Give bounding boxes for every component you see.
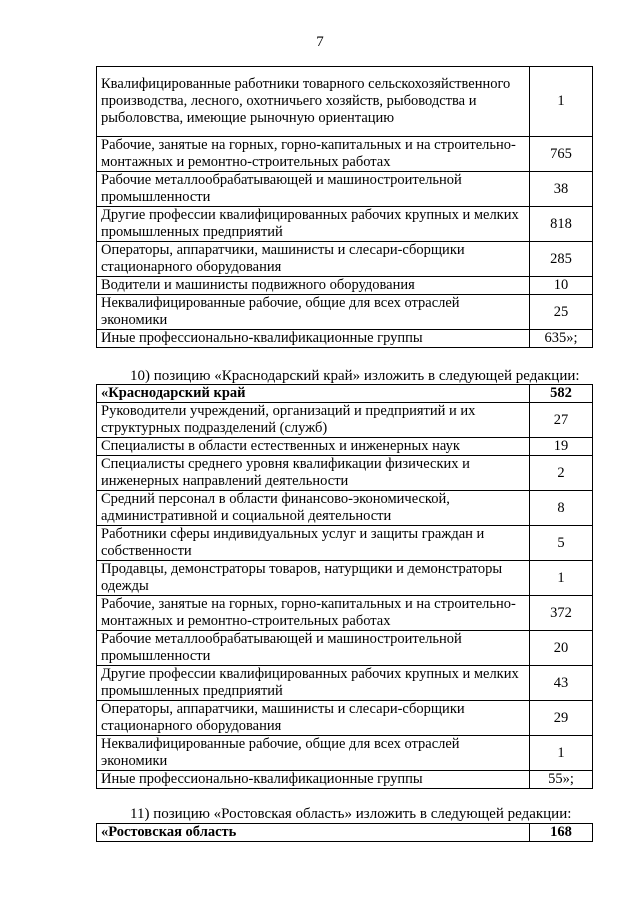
- row-value: 5: [530, 526, 593, 561]
- row-value: 8: [530, 491, 593, 526]
- table-row: [97, 330, 593, 348]
- row-label: Руководители учреждений, организаций и предприятий и их структурных подразделений (служб): [97, 403, 530, 438]
- table-row: [97, 526, 593, 561]
- table-rostov: [96, 823, 593, 842]
- row-label: Водители и машинисты подвижного оборудования: [97, 277, 530, 295]
- table-row: [97, 631, 593, 666]
- table-row: [97, 456, 593, 491]
- row-value: 1: [530, 561, 593, 596]
- row-value: 372: [530, 596, 593, 631]
- region-name: «Ростовская область: [97, 824, 530, 842]
- table-row: [97, 207, 593, 242]
- row-label: Иные профессионально-квалификационные группы: [97, 330, 530, 348]
- row-label: Другие профессии квалифицированных рабочих крупных и мелких промышленных предприятий: [97, 666, 530, 701]
- row-value: 38: [530, 172, 593, 207]
- row-label: Работники сферы индивидуальных услуг и защиты граждан и собственности: [97, 526, 530, 561]
- table-row: [97, 491, 593, 526]
- table-row: [97, 438, 593, 456]
- table-row: [97, 242, 593, 277]
- row-value: 635»;: [530, 330, 593, 348]
- row-label: Другие профессии квалифицированных рабочих крупных и мелких промышленных предприятий: [97, 207, 530, 242]
- table-krasnodar: [96, 384, 593, 789]
- paragraph-11: 11) позицию «Ростовская область» изложить в следующей редакции:: [130, 806, 572, 822]
- row-label: Операторы, аппаратчики, машинисты и слесари-сборщики стационарного оборудования: [97, 242, 530, 277]
- row-label: Иные профессионально-квалификационные группы: [97, 771, 530, 789]
- table-row: [97, 666, 593, 701]
- table-row: [97, 67, 593, 137]
- row-label: Средний персонал в области финансово-экономической, административной и социальной деятельности: [97, 491, 530, 526]
- row-label: Квалифицированные работники товарного сельскохозяйственного производства, лесного, охотничьего хозяйств, рыбоводства и рыболовства, имеющие рыночную ориентацию: [97, 67, 530, 137]
- table-row: [97, 771, 593, 789]
- region-total: 168: [530, 824, 593, 842]
- row-value: 1: [530, 736, 593, 771]
- row-value: 25: [530, 295, 593, 330]
- table-row: [97, 277, 593, 295]
- row-label: Неквалифицированные рабочие, общие для всех отраслей экономики: [97, 295, 530, 330]
- table-header-row: [97, 385, 593, 403]
- paragraph-10: 10) позицию «Краснодарский край» изложить в следующей редакции:: [130, 368, 580, 384]
- region-name: «Краснодарский край: [97, 385, 530, 403]
- row-label: Операторы, аппаратчики, машинисты и слесари-сборщики стационарного оборудования: [97, 701, 530, 736]
- page-number: 7: [316, 34, 324, 50]
- table-row: [97, 403, 593, 438]
- table-row: [97, 172, 593, 207]
- table-header-row: [97, 824, 593, 842]
- row-value: 27: [530, 403, 593, 438]
- row-value: 43: [530, 666, 593, 701]
- row-label: Рабочие металлообрабатывающей и машиностроительной промышленности: [97, 631, 530, 666]
- table-row: [97, 736, 593, 771]
- table-row: [97, 701, 593, 736]
- table-row: [97, 561, 593, 596]
- row-value: 818: [530, 207, 593, 242]
- row-label: Рабочие, занятые на горных, горно-капитальных и на строительно-монтажных и ремонтно-строительных работах: [97, 596, 530, 631]
- row-value: 19: [530, 438, 593, 456]
- row-label: Продавцы, демонстраторы товаров, натурщики и демонстраторы одежды: [97, 561, 530, 596]
- row-value: 10: [530, 277, 593, 295]
- row-label: Рабочие металлообрабатывающей и машиностроительной промышленности: [97, 172, 530, 207]
- table-row: [97, 295, 593, 330]
- table-row: [97, 137, 593, 172]
- region-total: 582: [530, 385, 593, 403]
- row-value: 55»;: [530, 771, 593, 789]
- row-label: Специалисты в области естественных и инженерных наук: [97, 438, 530, 456]
- row-label: Неквалифицированные рабочие, общие для всех отраслей экономики: [97, 736, 530, 771]
- row-value: 2: [530, 456, 593, 491]
- row-value: 285: [530, 242, 593, 277]
- table-continuation: [96, 66, 593, 348]
- row-value: 1: [530, 67, 593, 137]
- row-value: 29: [530, 701, 593, 736]
- row-value: 20: [530, 631, 593, 666]
- row-label: Рабочие, занятые на горных, горно-капитальных и на строительно-монтажных и ремонтно-строительных работах: [97, 137, 530, 172]
- row-label: Специалисты среднего уровня квалификации физических и инженерных направлений деятельности: [97, 456, 530, 491]
- row-value: 765: [530, 137, 593, 172]
- table-row: [97, 596, 593, 631]
